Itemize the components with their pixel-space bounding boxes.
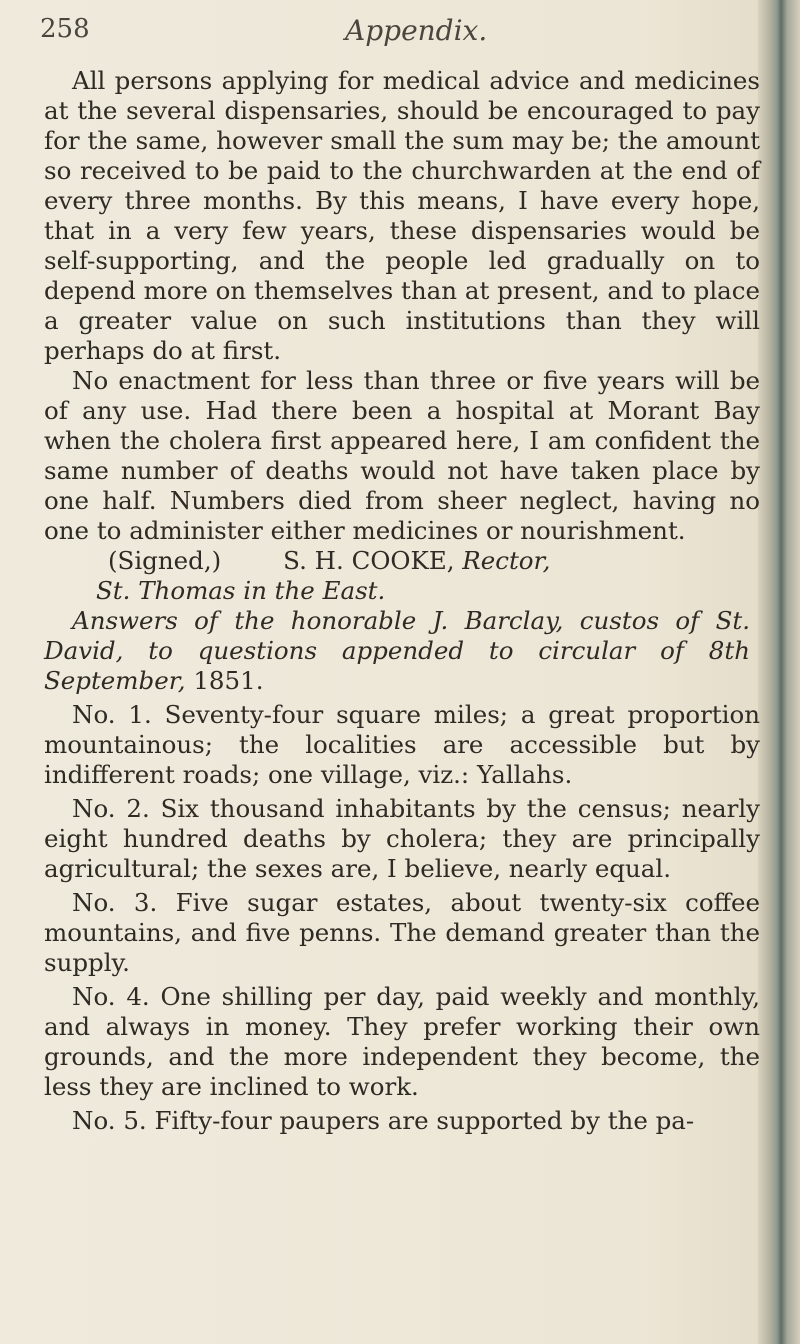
page-header <box>40 14 740 60</box>
paragraph-1: All persons applying for medical advice and medicines at the several dispensaries, should be encouraged to pay for the same, however small the sum may be; the amount so received to be paid to the churchwarden at the end of every three months. By this means, I have every hope, that in a very few years, these dispensaries would be self-supporting, and the people led gradually on to depend more on themselves than at present, and to place a greater value on such institutions than they will perhaps do at first. <box>44 66 760 365</box>
section-heading <box>44 606 760 696</box>
running-title: Appendix. <box>345 14 488 47</box>
section-heading-year: 1851. <box>193 666 264 695</box>
signed-label: (Signed,) <box>108 546 222 575</box>
answer-2: No. 2. Six thousand inhabitants by the census; nearly eight hundred deaths by cholera; they are principally agricultural; the sexes are, I believe, nearly equal. <box>44 794 760 883</box>
signature-line <box>44 546 760 576</box>
signatory-title: Rector, <box>462 546 551 575</box>
book-spine-edge <box>758 0 800 1344</box>
answer-5: No. 5. Fifty-four paupers are supported by the pa- <box>72 1106 695 1135</box>
paragraph-2: No enactment for less than three or five years will be of any use. Had there been a hospital at Morant Bay when the cholera first appeared here, I am confident the same number of deaths would not have taken place by one half. Numbers died from sheer neglect, having no one to administer either medicines or nourishment. <box>44 366 760 545</box>
body-text <box>44 66 760 1136</box>
answer-3: No. 3. Five sugar estates, about twenty-six coffee mountains, and five penns. The demand greater than the supply. <box>44 888 760 977</box>
page-number: 258 <box>40 14 90 44</box>
signatory-name: S. H. COOKE, <box>283 546 455 575</box>
signatory-parish: St. Thomas in the East. <box>96 576 386 605</box>
section-heading-text: Answers of the honorable J. Barclay, custos of St. David, to questions appended to circular of 8th September, <box>44 606 750 695</box>
answer-1: No. 1. Seventy-four square miles; a great proportion mountainous; the localities are accessible but by indifferent roads; one village, viz.: Yallahs. <box>44 700 760 789</box>
answer-4: No. 4. One shilling per day, paid weekly and monthly, and always in money. They prefer working their own grounds, and the more independent they become, the less they are inclined to work. <box>44 982 760 1101</box>
